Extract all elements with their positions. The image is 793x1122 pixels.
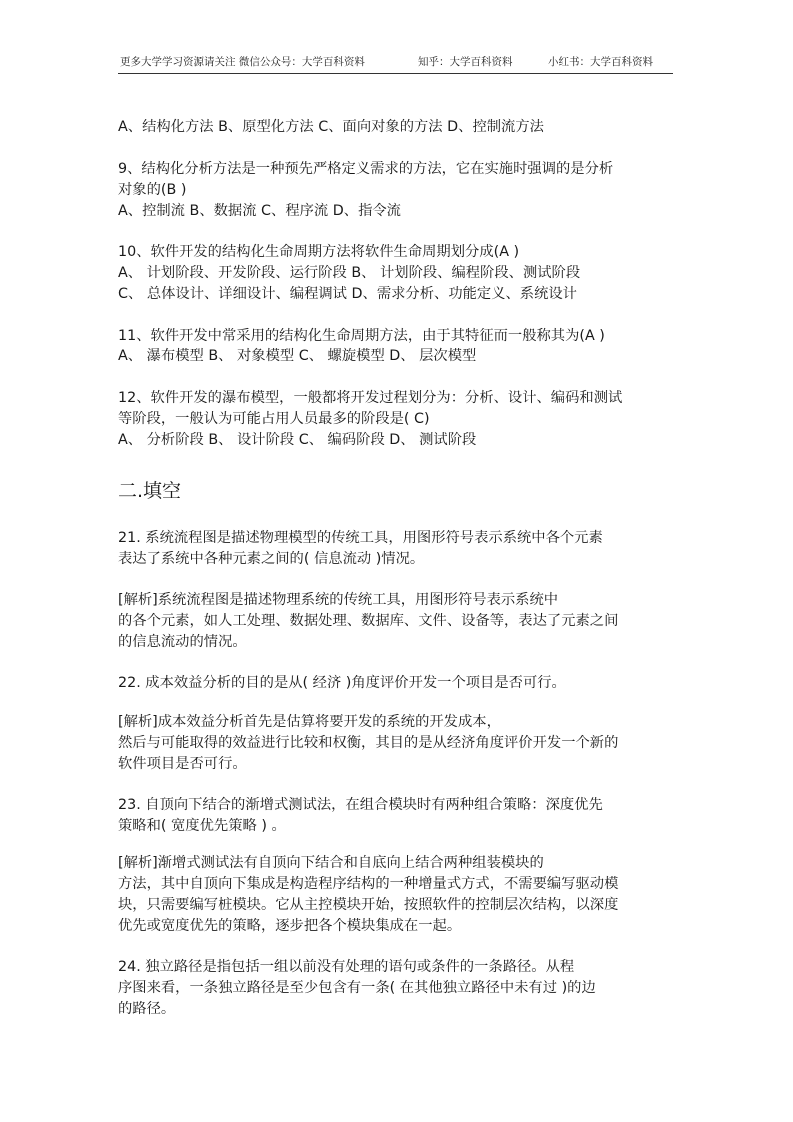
q23-line-2: 策略和( 宽度优先策略 ) 。 xyxy=(118,818,286,834)
q21-line-1: 21. 系统流程图是描述物理模型的传统工具，用图形符号表示系统中各个元素 xyxy=(118,530,603,546)
q24-line-3: 的路径。 xyxy=(118,1001,176,1017)
page-header xyxy=(118,54,673,72)
q22-analysis-3: 软件项目是否可行。 xyxy=(118,756,247,772)
q21-analysis-1: [解析]系统流程图是描述物理系统的传统工具，用图形符号表示系统中 xyxy=(118,592,559,608)
q11-line-1: 11、软件开发中常采用的结构化生命周期方法，由于其特征而一般称其为(A ) xyxy=(118,328,605,344)
q21-line-2: 表达了系统中各种元素之间的( 信息流动 )情况。 xyxy=(118,551,425,567)
section-title: 二.填空 xyxy=(118,480,182,502)
q10-options-2: C、 总体设计、详细设计、编程调试 D、需求分析、功能定义、系统设计 xyxy=(118,286,577,302)
q9-options: A、控制流 B、数据流 C、程序流 D、指令流 xyxy=(118,203,401,219)
q24-line-2: 序图来看，一条独立路径是至少包含有一条( 在其他独立路径中未有过 )的边 xyxy=(118,980,596,996)
header-rule xyxy=(118,73,673,74)
q22-analysis-2: 然后与可能取得的效益进行比较和权衡，其目的是从经济角度评价开发一个新的 xyxy=(118,735,619,751)
q9-line-2: 对象的(B ) xyxy=(118,182,187,198)
q23-line-1: 23. 自顶向下结合的渐增式测试法，在组合模块时有两种组合策略：深度优先 xyxy=(118,797,603,813)
q24-line-1: 24. 独立路径是指包括一组以前没有处理的语句或条件的一条路径。从程 xyxy=(118,959,575,975)
q11-options: A、 瀑布模型 B、 对象模型 C、 螺旋模型 D、 层次模型 xyxy=(118,348,477,364)
q12-line-2: 等阶段，一般认为可能占用人员最多的阶段是( C) xyxy=(118,411,430,427)
header-wechat: 更多大学学习资源请关注 微信公众号：大学百科资料 xyxy=(120,56,365,68)
header-xiaohongshu: 小红书：大学百科资料 xyxy=(548,56,653,68)
q23-analysis-3: 块，只需要编写桩模块。它从主控模块开始，按照软件的控制层次结构，以深度 xyxy=(118,897,619,913)
q10-options-1: A、 计划阶段、开发阶段、运行阶段 B、 计划阶段、编程阶段、测试阶段 xyxy=(118,265,581,281)
q21-analysis-3: 的信息流动的情况。 xyxy=(118,634,247,650)
answer-options-q8: A、结构化方法 B、原型化方法 C、面向对象的方法 D、控制流方法 xyxy=(118,119,544,135)
q9-line-1: 9、结构化分析方法是一种预先严格定义需求的方法，它在实施时强调的是分析 xyxy=(118,161,614,177)
q22-analysis-1: [解析]成本效益分析首先是估算将要开发的系统的开发成本， xyxy=(118,714,501,730)
header-zhihu: 知乎：大学百科资料 xyxy=(418,56,513,68)
q21-analysis-2: 的各个元素，如人工处理、数据处理、数据库、文件、设备等，表达了元素之间 xyxy=(118,613,619,629)
q12-line-1: 12、软件开发的瀑布模型，一般都将开发过程划分为：分析、设计、编码和测试 xyxy=(118,390,623,406)
q22-line-1: 22. 成本效益分析的目的是从( 经济 )角度评价开发一个项目是否可行。 xyxy=(118,675,566,691)
q12-options: A、 分析阶段 B、 设计阶段 C、 编码阶段 D、 测试阶段 xyxy=(118,432,477,448)
q23-analysis-4: 优先或宽度优先的策略，逐步把各个模块集成在一起。 xyxy=(118,918,462,934)
q23-analysis-2: 方法，其中自顶向下集成是构造程序结构的一种增量式方式，不需要编写驱动模 xyxy=(118,876,619,892)
q23-analysis-1: [解析]渐增式测试法有自顶向下结合和自底向上结合两种组装模块的 xyxy=(118,855,544,871)
q10-line-1: 10、软件开发的结构化生命周期方法将软件生命周期划分成(A ) xyxy=(118,244,520,260)
